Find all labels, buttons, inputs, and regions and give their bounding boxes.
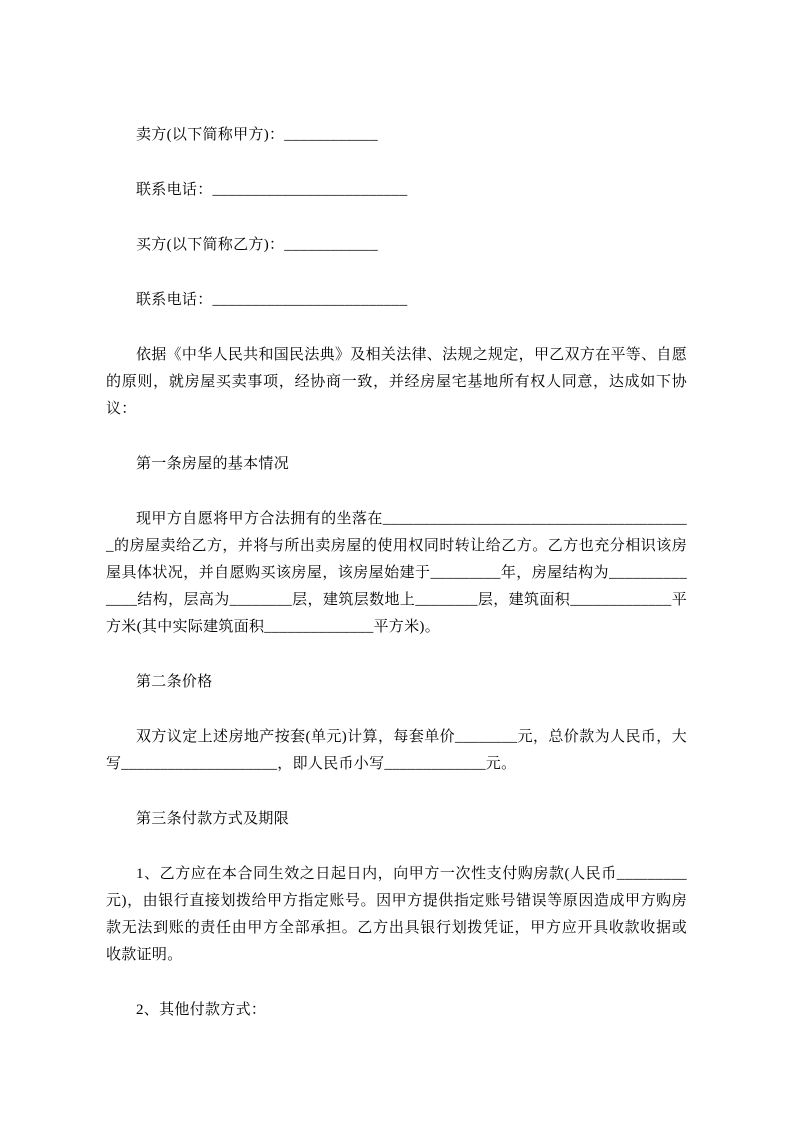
article-3-item-1: 1、乙方应在本合同生效之日起日内，向甲方一次性支付购房款(人民币_________元)，由银行直接划拨给甲方指定账号。因甲方提供指定账号错误等原因造成甲方购房款无法到账的责任由甲方全部承担。乙方出具银行划拨凭证，甲方应开具收款收据或收款证明。 xyxy=(106,866,687,963)
contract-line-seller-phone: 联系电话：_________________________ xyxy=(136,182,408,198)
article-1-body: 现甲方自愿将甲方合法拥有的坐落在________________________________________的房屋卖给乙方，并将与所出卖房屋的使用权同时转让给乙方。乙方也充分相识该房屋具体状况，并自愿购买该房屋，该房屋始建于_________年，房屋结构为______________结构，层高为________层，建筑层数地上________层，建筑面积_____________平方米(其中实际建筑面积______________平方米)。 xyxy=(106,511,687,635)
article-2-body: 双方议定上述房地产按套(单元)计算，每套单价________元，总价款为人民币，大写____________________，即人民币小写_____________元。 xyxy=(106,729,687,772)
article-2-heading: 第二条价格 xyxy=(136,674,213,690)
article-1-heading: 第一条房屋的基本情况 xyxy=(136,456,290,472)
contract-line-seller: 卖方(以下简称甲方)：____________ xyxy=(136,127,378,143)
contract-line-buyer: 买方(以下简称乙方)：____________ xyxy=(136,237,378,253)
contract-line-buyer-phone: 联系电话：_________________________ xyxy=(136,292,408,308)
contract-preamble: 依据《中华人民共和国民法典》及相关法律、法规之规定，甲乙双方在平等、自愿的原则，就房屋买卖事项，经协商一致，并经房屋宅基地所有权人同意，达成如下协议： xyxy=(106,347,687,417)
article-3-heading: 第三条付款方式及期限 xyxy=(136,811,290,827)
article-3-item-2: 2、其他付款方式： xyxy=(136,1002,267,1018)
